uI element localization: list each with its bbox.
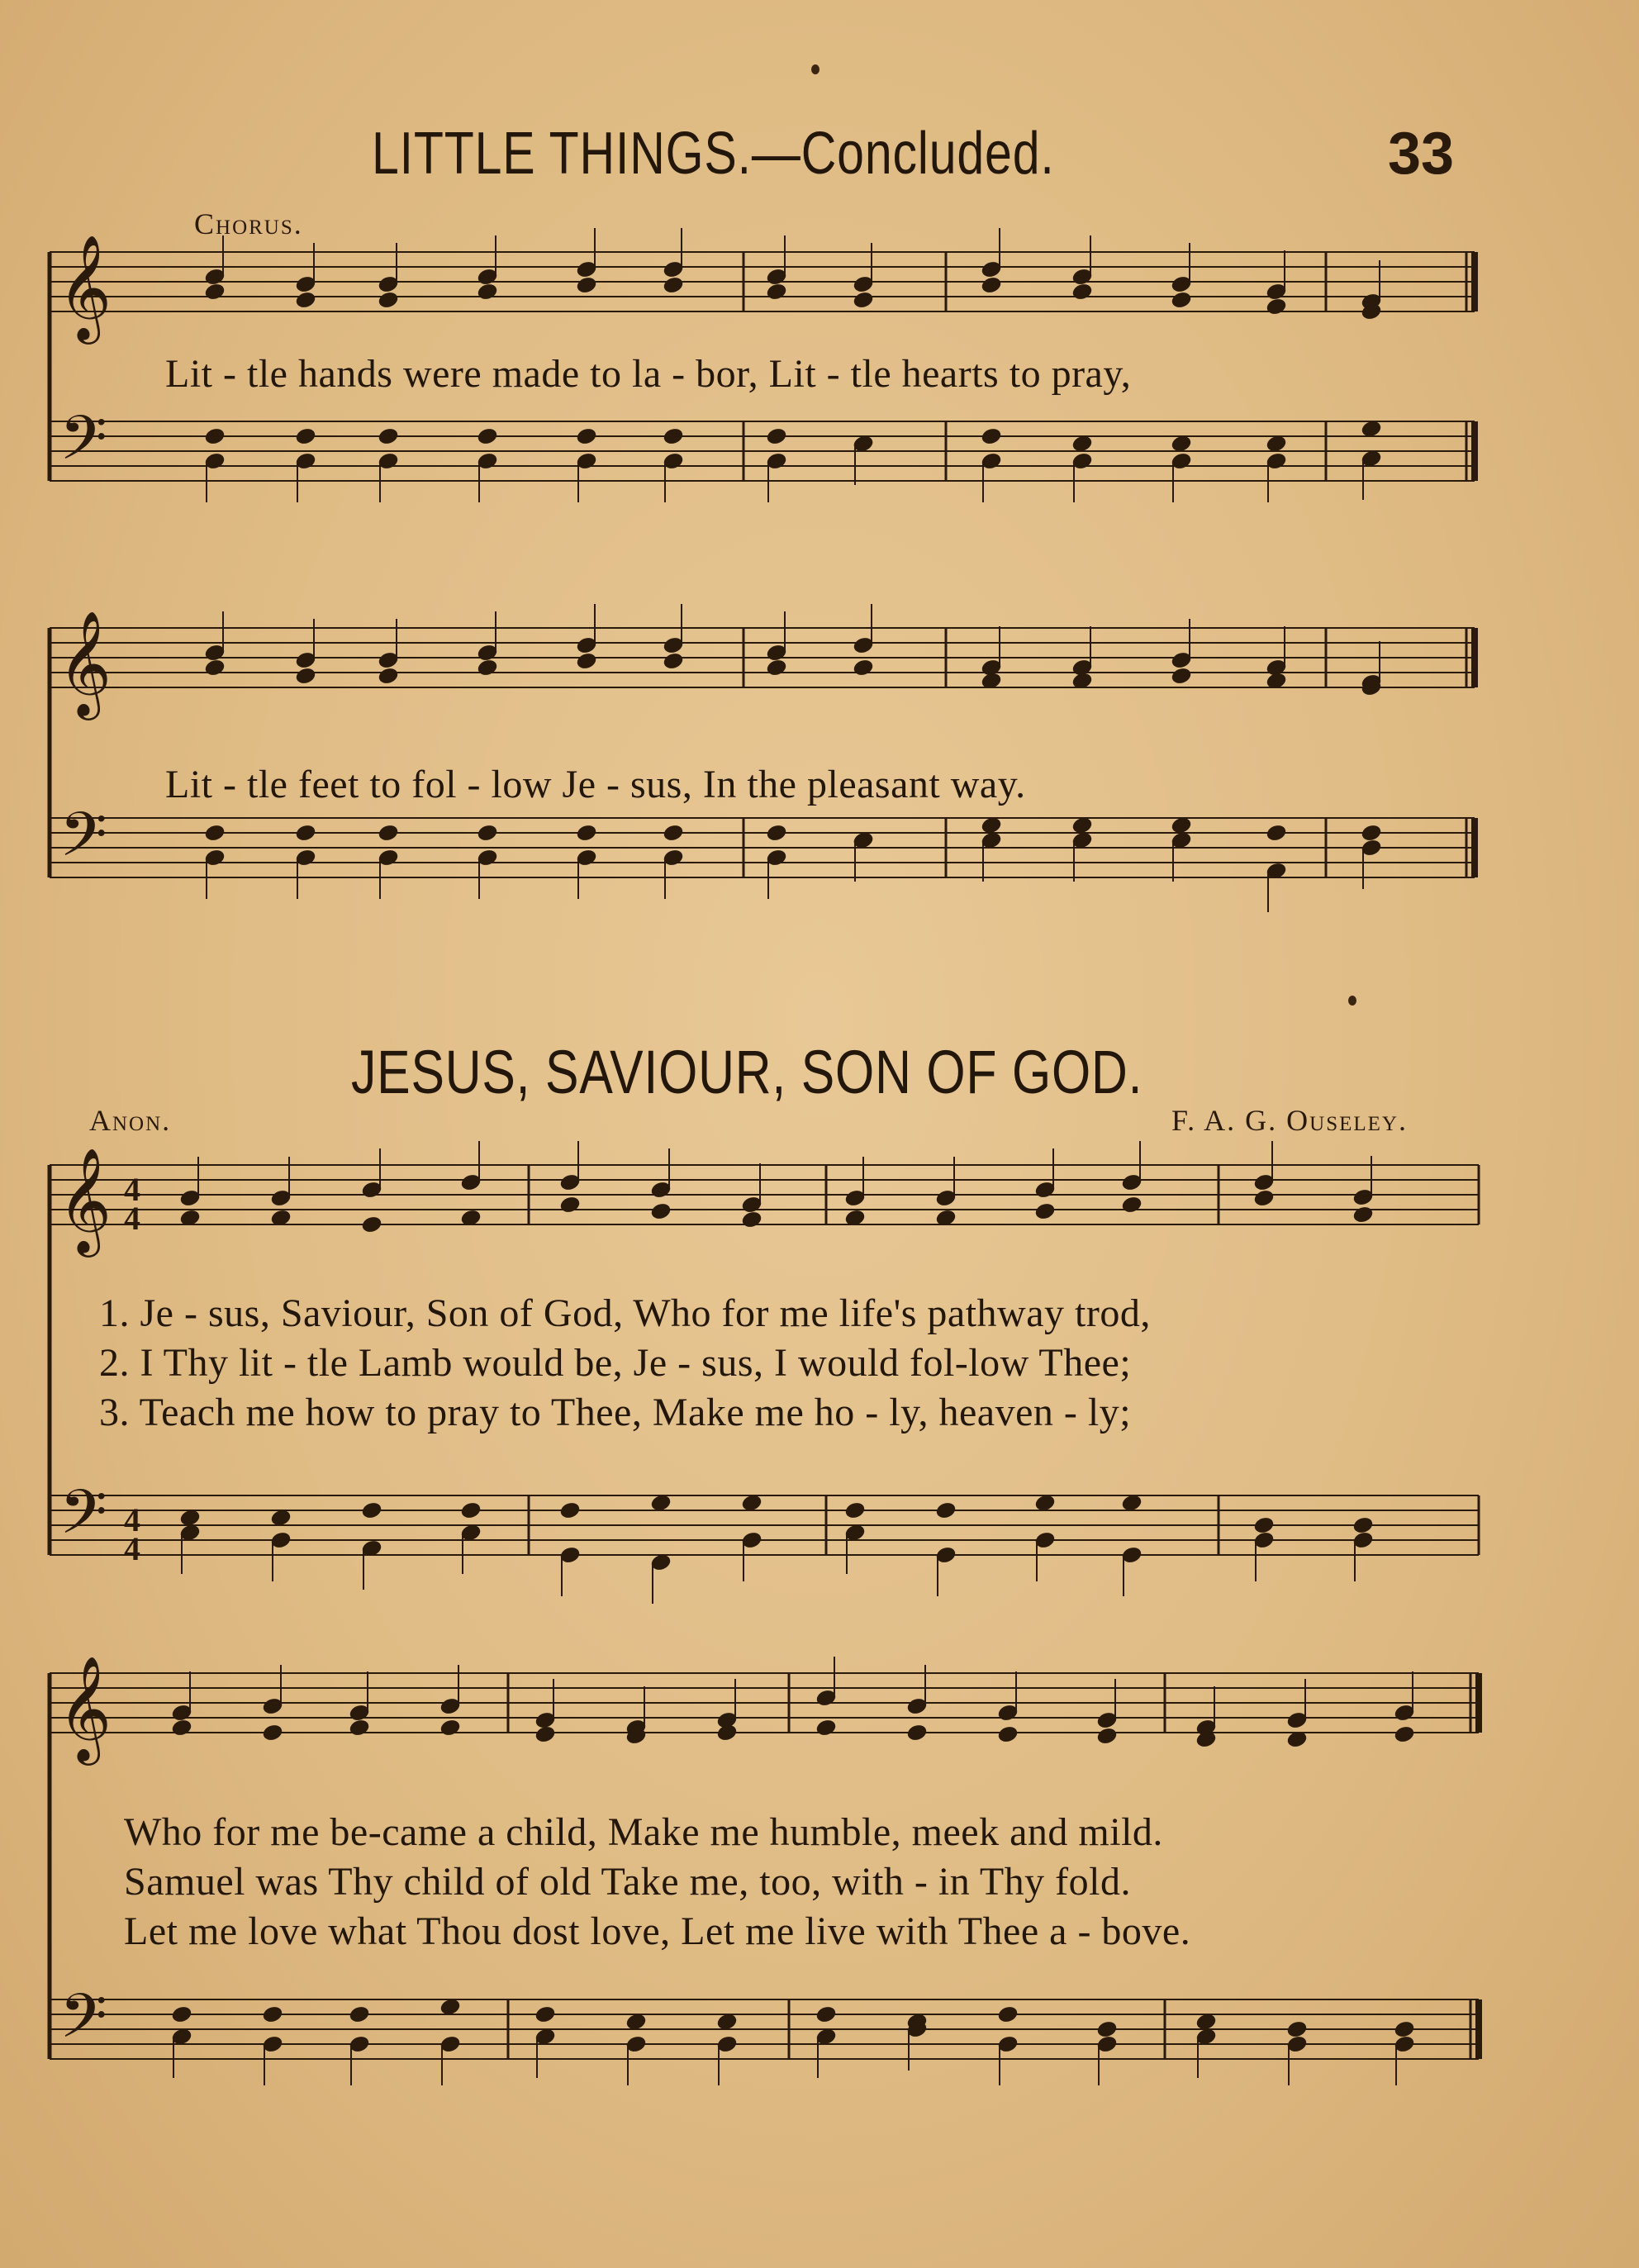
note-head [349,2005,370,2024]
note-head [534,1725,556,1744]
note-head [295,667,316,686]
note-head [663,276,684,295]
treble-clef-icon: 𝄞 [58,610,112,716]
note-head [766,427,787,446]
note-head [576,824,597,843]
note-head [716,1724,738,1743]
chorus-lyric-line-2: Lit - tle feet to fol - low Je - sus, In the pleasant way. [165,763,1026,806]
note-head [1171,435,1192,454]
note-head [844,1501,866,1520]
note-head [1096,2020,1118,2039]
notes [171,228,1415,2085]
note-head [262,1724,283,1743]
note-head [1394,1725,1415,1744]
note-head [1034,1202,1056,1221]
hymn-title: JESUS, SAVIOUR, SON OF GOD. [351,1038,1143,1106]
note-head [171,2005,192,2024]
note-head [1121,1494,1143,1513]
note-head [1286,2020,1308,2039]
verse-3-line-2: Let me love what Thou dost love, Let me live with Thee a - bove. [124,1909,1191,1953]
note-head [1361,824,1382,843]
note-head [1034,1494,1056,1513]
treble-clef-icon: 𝄞 [58,234,112,340]
note-head [1171,667,1192,686]
composer-credit: F. A. G. Ouseley. [1171,1104,1408,1137]
time-signature: 4 [124,1501,140,1538]
note-head [460,1501,482,1520]
note-head [295,824,316,843]
note-head [361,1215,382,1234]
note-head [204,824,226,843]
bass-clef-icon: 𝄢 [59,402,107,489]
note-head [1171,816,1192,835]
time-signature: 4 [124,1200,140,1237]
treble-clef-icon: 𝄞 [58,1147,112,1253]
note-head [378,824,399,843]
note-head [204,283,226,302]
note-head [1394,2020,1415,2039]
note-head [295,427,316,446]
verse-2-line-2: Samuel was Thy child of old Take me, too, with - in Thy fold. [124,1860,1131,1904]
note-head [439,1719,461,1738]
note-head [981,816,1002,835]
time-signature: 4 [124,1530,140,1567]
note-head [766,659,787,678]
note-head [204,659,226,678]
time-signature: 4 [124,1171,140,1208]
staff-systems [50,252,1479,2059]
note-head [1071,283,1093,302]
note-head [997,2005,1019,2024]
verse-3-line-1: 3. Teach me how to pray to Thee, Make me ho - ly, heaven - ly; [99,1391,1132,1434]
bass-clef-icon: 𝄢 [59,1476,107,1563]
note-head [576,427,597,446]
note-head [663,824,684,843]
chorus-label: Chorus. [194,207,303,240]
note-head [477,283,498,302]
note-head [477,659,498,678]
note-head [576,276,597,295]
note-head [1253,1189,1275,1208]
note-head [1096,1727,1118,1746]
note-head [1071,435,1093,454]
note-head [378,427,399,446]
note-head [1071,816,1093,835]
note-head [179,1509,201,1528]
note-head [534,2005,556,2024]
note-head [559,1196,581,1215]
note-head [1266,435,1287,454]
note-head [741,1494,762,1513]
chorus-lyric-line-1: Lit - tle hands were made to la - bor, Lit - tle hearts to pray, [165,352,1132,396]
note-head [439,1998,461,2017]
note-head [1253,1516,1275,1535]
note-head [378,667,399,686]
treble-clef-icon: 𝄞 [58,1655,112,1761]
note-head [650,1494,672,1513]
clefs [58,234,140,2067]
note-head [477,427,498,446]
note-head [270,1509,292,1528]
note-head [477,824,498,843]
note-head [650,1202,672,1221]
note-head [997,1725,1019,1744]
note-head [559,1501,581,1520]
note-head [815,2005,837,2024]
note-head [766,824,787,843]
note-head [378,291,399,310]
note-head [741,1210,762,1229]
note-head [1171,291,1192,310]
note-head [716,2013,738,2032]
note-head [1266,297,1287,316]
note-head [663,652,684,671]
verse-1-line-2: Who for me be-came a child, Make me humble, meek and mild. [124,1810,1163,1854]
note-head [1352,1205,1374,1224]
note-head [853,291,874,310]
note-head [171,1719,192,1738]
verse-1-line-1: 1. Je - sus, Saviour, Son of God, Who for me life's pathway trod, [99,1291,1151,1335]
note-head [906,1724,928,1743]
note-head [981,276,1002,295]
note-head [935,1501,957,1520]
bass-clef-icon: 𝄢 [59,1980,107,2067]
note-head [1121,1196,1143,1215]
note-head [663,427,684,446]
note-head [766,283,787,302]
page-number: 33 [1388,121,1455,187]
note-head [1361,420,1382,439]
note-head [981,427,1002,446]
note-head [1195,2013,1217,2032]
note-head [262,2005,283,2024]
note-head [576,652,597,671]
note-head [1266,824,1287,843]
note-head [625,2013,647,2032]
note-head [349,1719,370,1738]
lyricist-credit: Anon. [89,1104,172,1137]
note-head [1352,1516,1374,1535]
note-head [361,1501,382,1520]
page-title: LITTLE THINGS.—Concluded. [372,121,1055,187]
bass-clef-icon: 𝄢 [59,799,107,886]
note-head [853,659,874,678]
note-head [295,291,316,310]
note-head [204,427,226,446]
note-head [815,1719,837,1738]
verse-2-line-1: 2. I Thy lit - tle Lamb would be, Je - sus, I would fol-low Thee; [99,1341,1132,1385]
